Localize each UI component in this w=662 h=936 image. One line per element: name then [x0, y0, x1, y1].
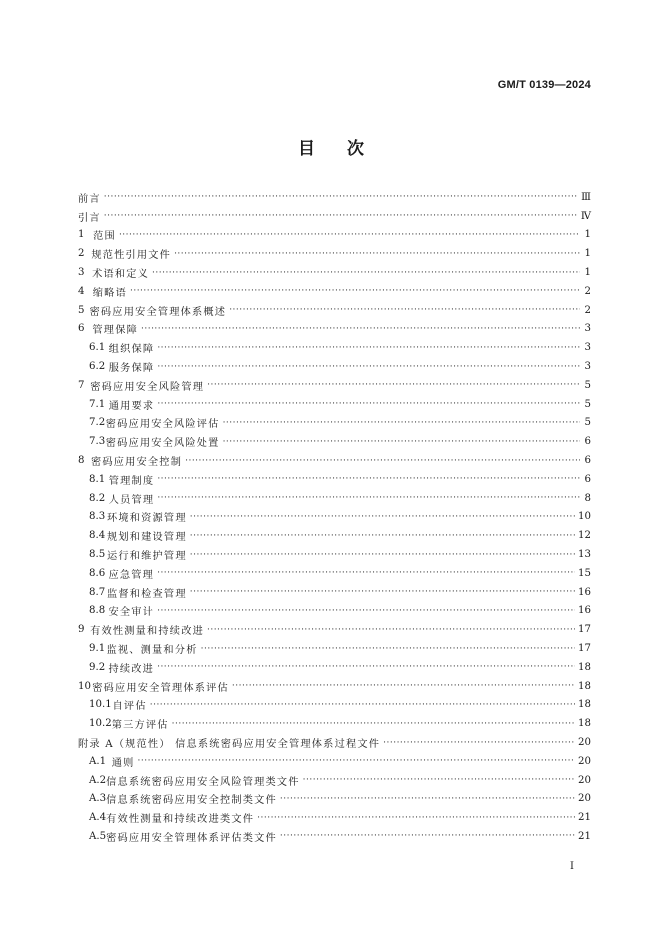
toc-entry[interactable] [78, 583, 591, 602]
toc-entry-number: 9.2 [89, 661, 106, 673]
toc-entry-label: 服务保障 [108, 363, 155, 375]
toc-entry-label: 安全审计 [108, 607, 155, 619]
toc-entry[interactable] [78, 620, 591, 639]
toc-entry[interactable] [78, 432, 591, 451]
toc-entry-number: 7.2 [89, 417, 106, 429]
toc-entry[interactable] [78, 320, 591, 339]
toc-entry[interactable] [78, 508, 591, 527]
toc-entry-page: 8 [584, 492, 591, 504]
toc-entry-label: 管理保障 [92, 325, 138, 337]
toc-entry-page: 20 [578, 793, 591, 805]
toc-entry-page: 17 [578, 643, 591, 655]
toc-entry-page: 6 [584, 473, 591, 485]
toc-entry-label: 通用要求 [108, 400, 155, 412]
toc-entry-number: 8.5 [89, 549, 106, 561]
toc-entry[interactable] [78, 188, 591, 207]
toc-entry[interactable] [78, 639, 591, 658]
toc-dot-leader [172, 719, 575, 729]
toc-dot-leader [174, 249, 580, 259]
toc-entry-number: 7.1 [89, 398, 106, 410]
toc-dot-leader [119, 230, 580, 240]
toc-entry-number: A.5 [89, 830, 107, 842]
toc-entry[interactable] [78, 376, 591, 395]
toc-entry-number: 8.8 [89, 605, 106, 617]
toc-entry-number: 8.3 [89, 511, 106, 523]
toc-entry-number: 8.4 [89, 530, 106, 542]
toc-entry[interactable] [78, 752, 591, 771]
toc-entry-label: 密码应用安全管理体系评估类文件 [106, 832, 277, 844]
toc-entry[interactable] [78, 263, 591, 282]
toc-entry[interactable] [78, 714, 591, 733]
toc-entry-page: 1 [584, 267, 591, 279]
toc-entry[interactable] [78, 733, 591, 752]
toc-entry-number: 8.1 [89, 473, 106, 485]
toc-entry-page: Ⅲ [581, 191, 591, 203]
toc-entry-number: 8.6 [89, 567, 106, 579]
toc-dot-leader [157, 343, 580, 353]
toc-entry-page: 5 [584, 417, 591, 429]
toc-dot-leader [137, 756, 575, 766]
toc-entry-label: 组织保障 [108, 344, 155, 356]
toc-entry-number: 6.1 [89, 342, 106, 354]
toc-dot-leader [141, 324, 580, 334]
toc-entry-label: 监视、测量和分析 [106, 645, 198, 657]
toc-dot-leader [157, 362, 580, 372]
toc-entry[interactable] [78, 226, 591, 245]
toc-entry-page: 5 [584, 398, 591, 410]
toc-entry-label: 应急管理 [108, 569, 155, 581]
toc-entry-page: 18 [578, 699, 591, 711]
toc-entry-page: 2 [584, 285, 591, 297]
toc-entry-page: 21 [578, 812, 591, 824]
toc-dot-leader [207, 625, 575, 635]
toc-entry-number: 8 [78, 455, 85, 467]
toc-dot-leader [207, 380, 580, 390]
toc-entry-number: A.2 [89, 774, 107, 786]
toc-entry-label: 前言 [78, 193, 101, 205]
toc-entry-page: 18 [578, 680, 591, 692]
page-title: 目次 [298, 139, 396, 159]
toc-entry-number: 3 [78, 267, 85, 279]
toc-entry-label: 密码应用安全风险处置 [105, 438, 220, 450]
toc-entry-label: 附录 A（规范性） 信息系统密码应用安全管理体系过程文件 [78, 739, 381, 750]
toc-dot-leader [223, 418, 580, 428]
toc-dot-leader [190, 531, 575, 541]
toc-entry-number: 8.2 [89, 492, 106, 504]
toc-dot-leader [157, 606, 575, 616]
toc-dot-leader [190, 550, 575, 560]
toc-entry-label: 监督和检查管理 [107, 588, 187, 600]
toc-dot-leader [232, 681, 575, 691]
toc-entry-page: 3 [584, 361, 591, 373]
toc-entry-page: 20 [578, 774, 591, 786]
toc-entry[interactable] [78, 470, 591, 489]
toc-entry[interactable] [78, 244, 591, 263]
toc-entry-label: 规范性引用文件 [91, 250, 172, 262]
toc-entry-page: 18 [578, 718, 591, 730]
toc-entry[interactable] [78, 564, 591, 583]
toc-dot-leader [303, 775, 575, 785]
toc-entry-number: 8.7 [89, 586, 106, 598]
toc-entry-page: 10 [578, 511, 591, 523]
toc-entry-number: A.3 [89, 793, 107, 805]
toc-dot-leader [157, 399, 580, 409]
toc-dot-leader [201, 644, 575, 654]
toc-entry-page: 21 [578, 830, 591, 842]
toc-dot-leader [130, 286, 580, 296]
toc-entry-number: 9.1 [89, 643, 106, 655]
toc-entry-page: 13 [578, 549, 591, 561]
toc-dot-leader [157, 474, 580, 484]
toc-entry-number: 6.2 [89, 361, 106, 373]
toc-entry-label: 缩略语 [92, 287, 127, 299]
toc-entry[interactable] [78, 207, 591, 226]
toc-entry-number: 10.2 [89, 718, 112, 730]
toc-entry-label: 规划和建设管理 [107, 532, 187, 544]
toc-entry-page: 2 [584, 304, 591, 316]
toc-entry[interactable] [78, 526, 591, 545]
toc-entry-label: 密码应用安全管理体系概述 [89, 306, 227, 318]
toc-entry-label: 密码应用安全管理体系评估 [92, 682, 229, 694]
toc-entry[interactable] [78, 357, 591, 376]
toc-entry-number: 7 [78, 379, 85, 391]
toc-entry[interactable] [78, 771, 591, 790]
toc-entry[interactable] [78, 489, 591, 508]
toc-entry[interactable] [78, 658, 591, 677]
toc-entry-label: 通则 [111, 757, 135, 769]
toc-dot-leader [190, 512, 575, 522]
toc-entry-label: 人员管理 [108, 494, 155, 506]
toc-dot-leader [229, 305, 580, 315]
toc-dot-leader [280, 794, 575, 804]
toc-entry-page: 12 [578, 530, 591, 542]
toc-dot-leader [104, 211, 578, 221]
toc-entry-number: 6 [78, 323, 85, 335]
toc-dot-leader [223, 437, 580, 447]
toc-entry-label: 管理制度 [108, 475, 155, 487]
toc-entry-label: 环境和资源管理 [107, 513, 187, 525]
toc-entry-label: 密码应用安全控制 [90, 457, 183, 469]
toc-entry-page: 6 [584, 436, 591, 448]
page-number: I [570, 861, 574, 872]
toc-entry-label: 术语和定义 [92, 269, 149, 281]
toc-dot-leader [185, 456, 580, 466]
toc-entry-label: 自评估 [112, 701, 147, 713]
toc-entry-page: 1 [584, 229, 591, 241]
toc-dot-leader [383, 738, 575, 748]
toc-entry-label: 范围 [93, 231, 116, 243]
toc-entry-label: 密码应用安全风险评估 [105, 419, 220, 431]
toc-entry[interactable] [78, 282, 591, 301]
toc-entry-number: 1 [78, 229, 85, 241]
toc-entry[interactable] [78, 451, 591, 470]
toc-entry-label: 信息系统密码应用安全控制类文件 [106, 795, 277, 807]
toc-entry-number: 10 [78, 680, 91, 692]
toc-entry-page: 6 [584, 455, 591, 467]
toc-entry-label: 信息系统密码应用安全风险管理类文件 [106, 776, 300, 788]
toc-entry-number: 9 [78, 624, 85, 636]
toc-entry-number: 10.1 [89, 699, 112, 711]
toc-entry[interactable] [78, 696, 591, 715]
toc-entry-page: 5 [584, 379, 591, 391]
toc-entry-page: 3 [584, 342, 591, 354]
toc-entry[interactable] [78, 414, 591, 433]
toc-dot-leader [157, 568, 575, 578]
toc-entry[interactable] [78, 677, 591, 696]
toc-entry-page: 17 [578, 624, 591, 636]
toc-entry[interactable] [78, 395, 591, 414]
toc-entry-label: 有效性测量和持续改进 [90, 626, 204, 638]
toc-entry-label: 持续改进 [108, 663, 155, 675]
toc-entry-page: 16 [578, 586, 591, 598]
toc-dot-leader [150, 700, 575, 710]
toc-entry-number: A.1 [89, 755, 107, 767]
toc-entry-number: 4 [78, 285, 85, 297]
toc-entry[interactable] [78, 808, 591, 827]
document-code: GM/T 0139—2024 [497, 79, 591, 91]
toc-dot-leader [152, 268, 580, 278]
toc-entry-number: 5 [78, 304, 85, 316]
toc-entry[interactable] [78, 790, 591, 809]
toc-entry-label: 引言 [78, 212, 101, 224]
toc-dot-leader [157, 662, 575, 672]
toc-dot-leader [257, 813, 575, 823]
toc-entry-label: 第三方评估 [111, 720, 169, 732]
toc-entry[interactable] [78, 301, 591, 320]
toc-entry-number: A.4 [89, 812, 107, 824]
toc-entry-number: 2 [78, 248, 85, 260]
toc-entry-page: 18 [578, 661, 591, 673]
toc-entry-number: 7.3 [89, 436, 106, 448]
toc-entry-page: 16 [578, 605, 591, 617]
table-of-contents [78, 188, 591, 846]
toc-entry-page: 3 [584, 323, 591, 335]
toc-entry[interactable] [78, 338, 591, 357]
toc-entry[interactable] [78, 602, 591, 621]
toc-entry-label: 密码应用安全风险管理 [90, 381, 205, 393]
toc-entry-page: 1 [584, 248, 591, 260]
toc-entry[interactable] [78, 827, 591, 846]
toc-dot-leader [104, 192, 578, 202]
toc-entry-page: 20 [578, 755, 591, 767]
toc-dot-leader [157, 493, 580, 503]
toc-entry-page: Ⅳ [580, 210, 591, 222]
toc-entry[interactable] [78, 545, 591, 564]
toc-entry-page: 15 [578, 567, 591, 579]
toc-entry-page: 20 [578, 737, 591, 748]
toc-entry-label: 有效性测量和持续改进类文件 [106, 814, 255, 826]
toc-dot-leader [280, 831, 575, 841]
toc-dot-leader [190, 587, 575, 597]
toc-entry-label: 运行和维护管理 [107, 551, 187, 563]
